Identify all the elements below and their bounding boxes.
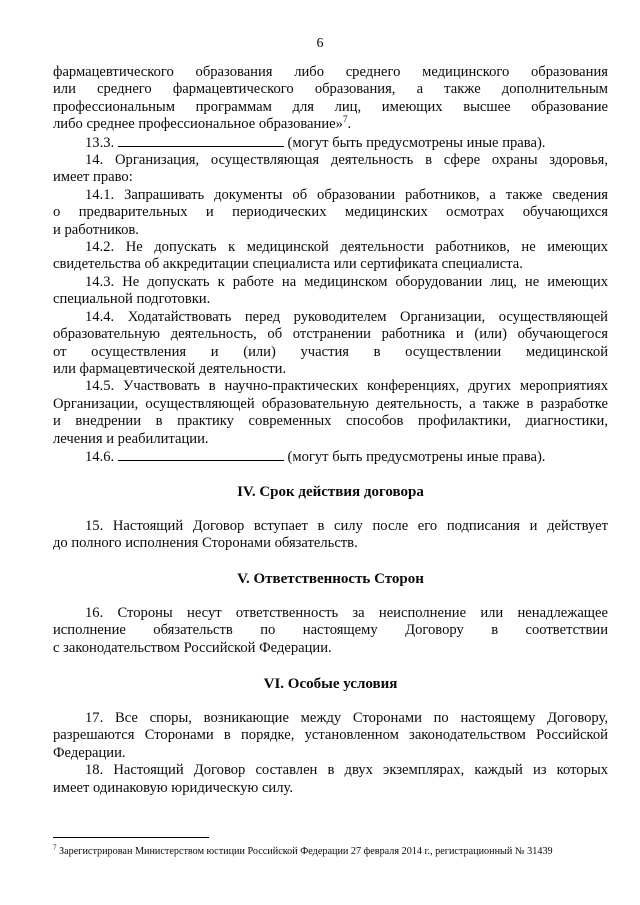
text-line: 14.3. Не допускать к работе на медицинском оборудовании лиц, не имеющих bbox=[85, 273, 608, 290]
clause-text: (могут быть предусмотрены иные права). bbox=[287, 448, 546, 465]
text-line: и работников. bbox=[53, 221, 139, 238]
fill-in-blank[interactable] bbox=[118, 448, 284, 461]
footnote-ref: 7 bbox=[342, 114, 348, 125]
text-line: 15. Настоящий Договор вступает в силу после его подписания и действует bbox=[85, 518, 608, 534]
text-line: 14.2. Не допускать к медицинской деятельности работников, не имеющих bbox=[85, 239, 608, 256]
text-line: 14. Организация, осуществляющая деятельность в сфере охраны здоровья, bbox=[85, 152, 608, 169]
footnote-divider bbox=[53, 837, 209, 838]
text-line: 14.4. Ходатайствовать перед руководителем Организации, осуществляющей bbox=[85, 308, 608, 325]
section-heading-v: V. Ответственность Сторон bbox=[237, 571, 424, 587]
text-line: Организации, осуществляющей образовательную деятельность, а также в разработке bbox=[53, 395, 608, 412]
text-line: профессиональным программам для лиц, имеющих высшее образование bbox=[53, 98, 608, 115]
text-line: 17. Все споры, возникающие между Сторонами по настоящему Договору, bbox=[85, 710, 608, 726]
text-line: исполнение обязательств по настоящему Договору в соответствии bbox=[53, 622, 608, 639]
text-line: свидетельства об аккредитации специалиста или сертификата специалиста. bbox=[53, 256, 523, 273]
fill-in-blank[interactable] bbox=[118, 134, 284, 147]
section-vi-text bbox=[53, 710, 608, 797]
text-line: о предварительных и периодических медицинских осмотрах обучающихся bbox=[53, 204, 608, 221]
text-line: 18. Настоящий Договор составлен в двух экземплярах, каждый из которых bbox=[85, 762, 608, 779]
text-line: или среднего фармацевтического образования, а также дополнительным bbox=[53, 81, 608, 98]
text-line: фармацевтического образования либо среднего медицинского образования bbox=[53, 64, 608, 80]
text-line: с законодательством Российской Федерации. bbox=[53, 639, 332, 656]
text-line: 16. Стороны несут ответственность за неисполнение или ненадлежащее bbox=[85, 605, 608, 621]
text-line: разрешаются Сторонами в порядке, установленном законодательством Российской bbox=[53, 727, 608, 744]
main-text bbox=[53, 64, 608, 466]
text-line: Федерации. bbox=[53, 744, 126, 761]
footnote-mark: 7 bbox=[53, 843, 57, 852]
section-v-text bbox=[53, 605, 608, 657]
section-heading-iv: IV. Срок действия договора bbox=[237, 484, 424, 500]
section-iv-text bbox=[53, 518, 608, 553]
page-number: 6 bbox=[316, 36, 324, 51]
text-line: 14.5. Участвовать в научно-практических конференциях, других мероприятиях bbox=[85, 378, 608, 395]
text-line: и внедрении в практику современных способов профилактики, диагностики, bbox=[53, 413, 608, 430]
text-line: специальной подготовки. bbox=[53, 291, 211, 308]
text-line: лечения и реабилитации. bbox=[53, 430, 209, 447]
text-line: имеет право: bbox=[53, 169, 133, 186]
text-fragment: . bbox=[347, 116, 352, 133]
clause-13-3 bbox=[53, 134, 608, 152]
clause-text: (могут быть предусмотрены иные права). bbox=[287, 134, 546, 151]
section-heading-vi: VI. Особые условия bbox=[263, 676, 398, 692]
text-line: 14.1. Запрашивать документы об образовании работников, а также сведения bbox=[85, 186, 608, 203]
text-line: или фармацевтической деятельности. bbox=[53, 360, 287, 377]
text-fragment: либо среднее профессиональное образование» bbox=[53, 116, 343, 133]
text-line: от осуществления и (или) участия в осуществлении медицинской bbox=[53, 343, 608, 360]
text-line bbox=[53, 116, 608, 133]
text-line: до полного исполнения Сторонами обязательств. bbox=[53, 535, 358, 552]
clause-number: 14.6. bbox=[85, 448, 115, 465]
text-line: имеет одинаковую юридическую силу. bbox=[53, 779, 293, 796]
clause-number: 13.3. bbox=[85, 134, 115, 151]
footnote bbox=[53, 843, 613, 858]
text-line: образовательную деятельность, об отстранении работника и (или) обучающегося bbox=[53, 326, 608, 343]
clause-14-6 bbox=[53, 448, 608, 466]
footnote-text: Зарегистрирован Министерством юстиции Российской Федерации 27 февраля 2014 г., регистрационный № 31439 bbox=[56, 846, 553, 857]
